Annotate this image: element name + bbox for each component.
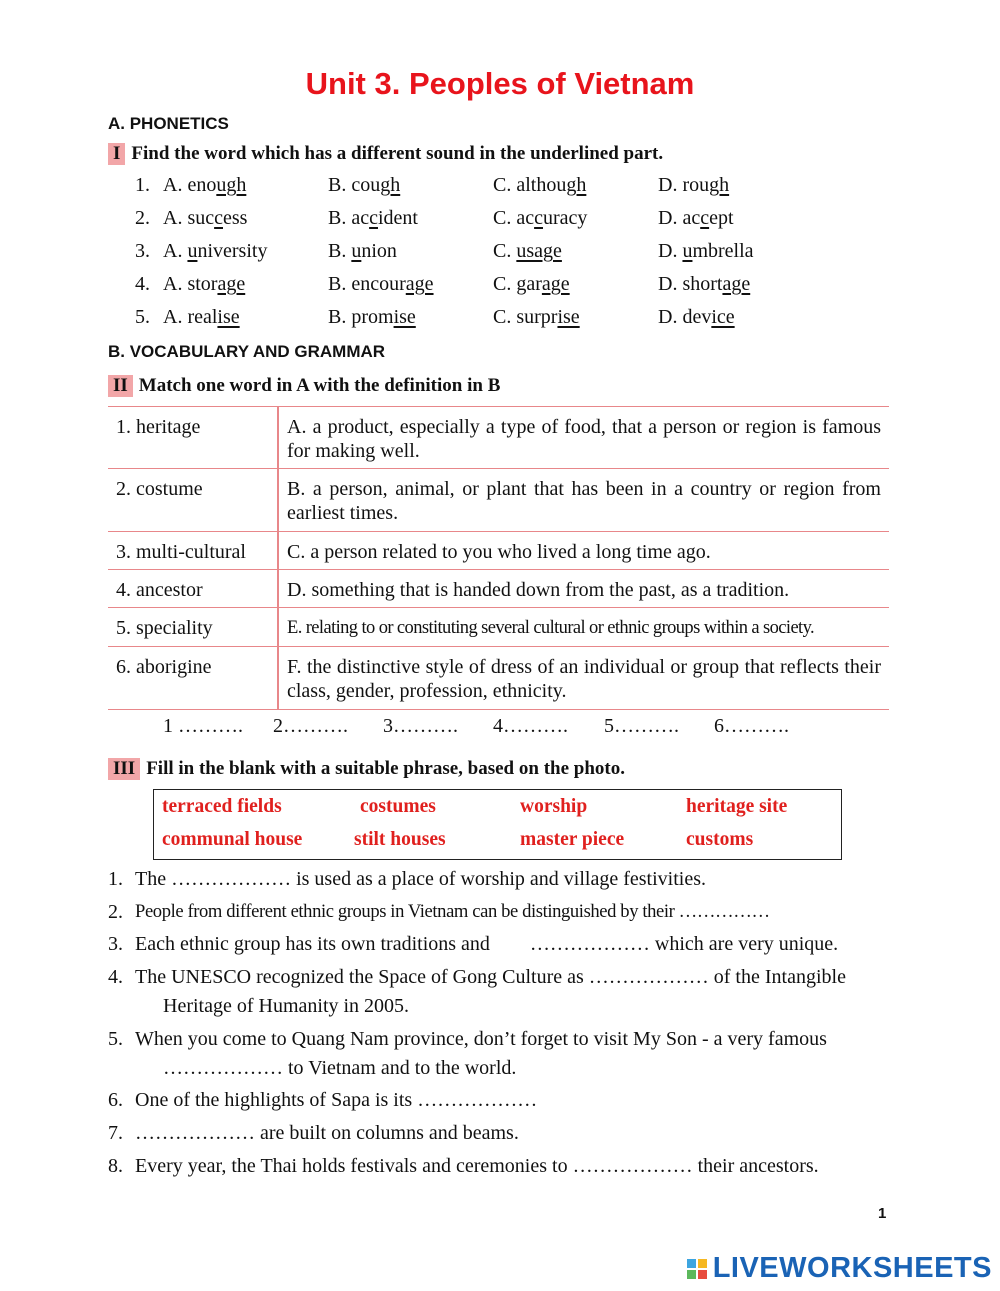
exercise-3-tag: III — [108, 758, 140, 780]
option-text: C. gar — [493, 273, 542, 295]
underlined-part: c — [214, 207, 223, 229]
answer-blank[interactable]: 1 ………. — [163, 715, 243, 737]
question-number: 3. — [135, 240, 150, 262]
underlined-part: age — [722, 273, 751, 295]
underlined-part: ise — [217, 306, 240, 328]
word-option[interactable]: heritage site — [686, 796, 788, 817]
logo-grid-icon — [687, 1259, 707, 1279]
exercise-3-text: Fill in the blank with a suitable phrase, based on the photo. — [146, 758, 625, 779]
page-number: 1 — [878, 1205, 887, 1222]
answer-blank[interactable]: 6………. — [714, 715, 789, 737]
underlined-part: u — [351, 240, 362, 262]
answer-blank[interactable]: 2………. — [273, 715, 348, 737]
question-number: 4. — [135, 273, 150, 295]
option-text: D. dev — [658, 306, 712, 328]
word-option[interactable]: stilt houses — [354, 829, 446, 850]
question-number: 4. — [108, 966, 123, 988]
underlined-part: c — [700, 207, 710, 229]
phonetic-option[interactable] — [163, 273, 245, 296]
question-number: 2. — [135, 207, 150, 229]
match-definition: B. a person, animal, or plant that has been in a country or region from earliest times. — [278, 469, 889, 532]
option-text: B. — [328, 240, 352, 262]
question-text: People from different ethnic groups in Vietnam can be distinguished by their …………… — [135, 901, 770, 922]
phonetic-option[interactable] — [328, 240, 397, 263]
phonetic-option[interactable] — [328, 306, 416, 329]
phonetic-option[interactable] — [493, 207, 587, 230]
option-text: ess — [223, 207, 248, 229]
phonetic-option[interactable] — [493, 240, 562, 263]
underlined-part: ugh — [216, 174, 247, 196]
table-row — [108, 532, 889, 570]
option-text: B. ac — [328, 207, 370, 229]
question-text: Each ethnic group has its own traditions and ……………… which are very unique. — [135, 933, 839, 955]
phonetic-option[interactable] — [163, 174, 246, 197]
option-text: nion — [361, 240, 397, 262]
phonetic-option[interactable] — [658, 306, 735, 329]
question-text: One of the highlights of Sapa is its ……………… — [135, 1089, 538, 1111]
option-text: A. real — [163, 306, 218, 328]
match-word: 2. costume — [108, 469, 278, 532]
phonetic-option[interactable] — [658, 240, 754, 263]
exercise-2-instruction — [108, 375, 500, 397]
question-number: 7. — [108, 1122, 123, 1144]
underlined-part: ise — [557, 306, 580, 328]
phonetic-option[interactable] — [328, 273, 434, 296]
question-text: Heritage of Humanity in 2005. — [163, 995, 410, 1017]
exercise-1-instruction — [108, 143, 663, 165]
option-text: B. cou — [328, 174, 381, 196]
option-text: A. eno — [163, 174, 217, 196]
option-text: C. — [493, 240, 517, 262]
underlined-part: gh — [709, 174, 730, 196]
matching-table-wrap — [108, 406, 889, 710]
question-number: 1. — [135, 174, 150, 196]
option-text: D. ac — [658, 207, 701, 229]
word-option[interactable]: costumes — [360, 796, 436, 817]
option-text: D. — [658, 240, 683, 262]
phonetic-option[interactable] — [328, 207, 418, 230]
option-text: D. short — [658, 273, 723, 295]
question-number: 8. — [108, 1155, 123, 1177]
page-title: Unit 3. Peoples of Vietnam — [305, 66, 695, 101]
phonetic-option[interactable] — [328, 174, 400, 197]
answer-blank[interactable]: 4………. — [493, 715, 568, 737]
word-option[interactable]: master piece — [520, 829, 625, 850]
question-text: ……………… to Vietnam and to the world. — [163, 1057, 517, 1079]
exercise-2-tag: II — [108, 375, 133, 397]
liveworksheets-logo[interactable] — [687, 1252, 992, 1285]
phonetic-option[interactable] — [493, 174, 586, 197]
option-text: C. surpr — [493, 306, 558, 328]
match-word: 4. ancestor — [108, 570, 278, 608]
table-row — [108, 570, 889, 608]
table-row — [108, 647, 889, 710]
brand-text: LIVEWORKSHEETS — [712, 1252, 992, 1284]
option-text: A. — [163, 240, 188, 262]
question-text: Every year, the Thai holds festivals and ceremonies to ……………… their ancestors. — [135, 1155, 819, 1177]
option-text: B. encour — [328, 273, 406, 295]
question-number: 2. — [108, 901, 123, 923]
underlined-part: ise — [393, 306, 416, 328]
exercise-1-text: Find the word which has a different sound in the underlined part. — [131, 143, 664, 164]
option-text: mbrella — [692, 240, 754, 262]
option-text: D. rou — [658, 174, 710, 196]
option-text: niversity — [197, 240, 268, 262]
exercise-2-text: Match one word in A with the definition in B — [138, 375, 501, 396]
underlined-part: age — [541, 273, 570, 295]
exercise-1-tag: I — [108, 143, 125, 165]
underlined-part: u — [682, 240, 693, 262]
underlined-part: c — [534, 207, 543, 229]
word-box — [153, 789, 842, 860]
phonetic-option[interactable] — [493, 306, 580, 329]
question-number: 3. — [108, 933, 123, 955]
answer-blank[interactable]: 3………. — [383, 715, 458, 737]
matching-table — [108, 406, 889, 710]
phonetic-option[interactable] — [658, 207, 734, 230]
match-definition: C. a person related to you who lived a long time ago. — [278, 532, 889, 570]
question-number: 5. — [135, 306, 150, 328]
match-definition: E. relating to or constituting several cultural or ethnic groups within a society. — [278, 608, 889, 647]
question-number: 6. — [108, 1089, 123, 1111]
phonetic-option[interactable] — [658, 273, 750, 296]
option-text: A. stor — [163, 273, 218, 295]
underlined-part: age — [217, 273, 246, 295]
section-a-heading: A. PHONETICS — [108, 114, 229, 133]
match-word: 6. aborigine — [108, 647, 278, 710]
table-row — [108, 407, 889, 469]
phonetic-option[interactable] — [163, 306, 240, 329]
question-number: 5. — [108, 1028, 123, 1050]
underlined-part: age — [405, 273, 434, 295]
option-text: A. suc — [163, 207, 215, 229]
match-definition: A. a product, especially a type of food, that a person or region is famous for making well. — [278, 407, 889, 469]
underlined-part: c — [369, 207, 378, 229]
option-text: ident — [377, 207, 418, 229]
question-text: ……………… are built on columns and beams. — [135, 1122, 519, 1144]
phonetic-option[interactable] — [163, 207, 247, 230]
word-option[interactable]: customs — [686, 829, 754, 850]
underlined-part: gh — [380, 174, 401, 196]
match-definition: F. the distinctive style of dress of an individual or group that reflects their class, gender, profession, ethnicity. — [278, 647, 889, 710]
section-b-heading: B. VOCABULARY AND GRAMMAR — [108, 342, 386, 361]
phonetic-option[interactable] — [163, 240, 267, 263]
match-word: 5. speciality — [108, 608, 278, 647]
question-text: The ……………… is used as a place of worship and village festivities. — [135, 868, 706, 890]
match-definition: D. something that is handed down from the past, as a tradition. — [278, 570, 889, 608]
table-row — [108, 608, 889, 647]
phonetic-option[interactable] — [658, 174, 729, 197]
match-word: 3. multi-cultural — [108, 532, 278, 570]
word-option[interactable]: terraced fields — [162, 796, 282, 817]
underlined-part: ice — [711, 306, 735, 328]
word-option[interactable]: communal house — [162, 829, 303, 850]
match-word: 1. heritage — [108, 407, 278, 469]
option-text: B. prom — [328, 306, 394, 328]
word-option[interactable]: worship — [520, 796, 588, 817]
underlined-part: gh — [566, 174, 587, 196]
option-text: C. althou — [493, 174, 567, 196]
underlined-part: usage — [516, 240, 562, 262]
question-text: The UNESCO recognized the Space of Gong Culture as ……………… of the Intangible — [135, 966, 846, 988]
question-text: When you come to Quang Nam province, don’t forget to visit My Son - a very famous — [135, 1028, 827, 1050]
answer-blank[interactable]: 5………. — [604, 715, 679, 737]
option-text: C. ac — [493, 207, 535, 229]
table-row — [108, 469, 889, 532]
exercise-3-instruction — [108, 758, 625, 780]
option-text: ept — [709, 207, 734, 229]
option-text: uracy — [542, 207, 588, 229]
question-number: 1. — [108, 868, 123, 890]
underlined-part: u — [187, 240, 198, 262]
phonetic-option[interactable] — [493, 273, 570, 296]
